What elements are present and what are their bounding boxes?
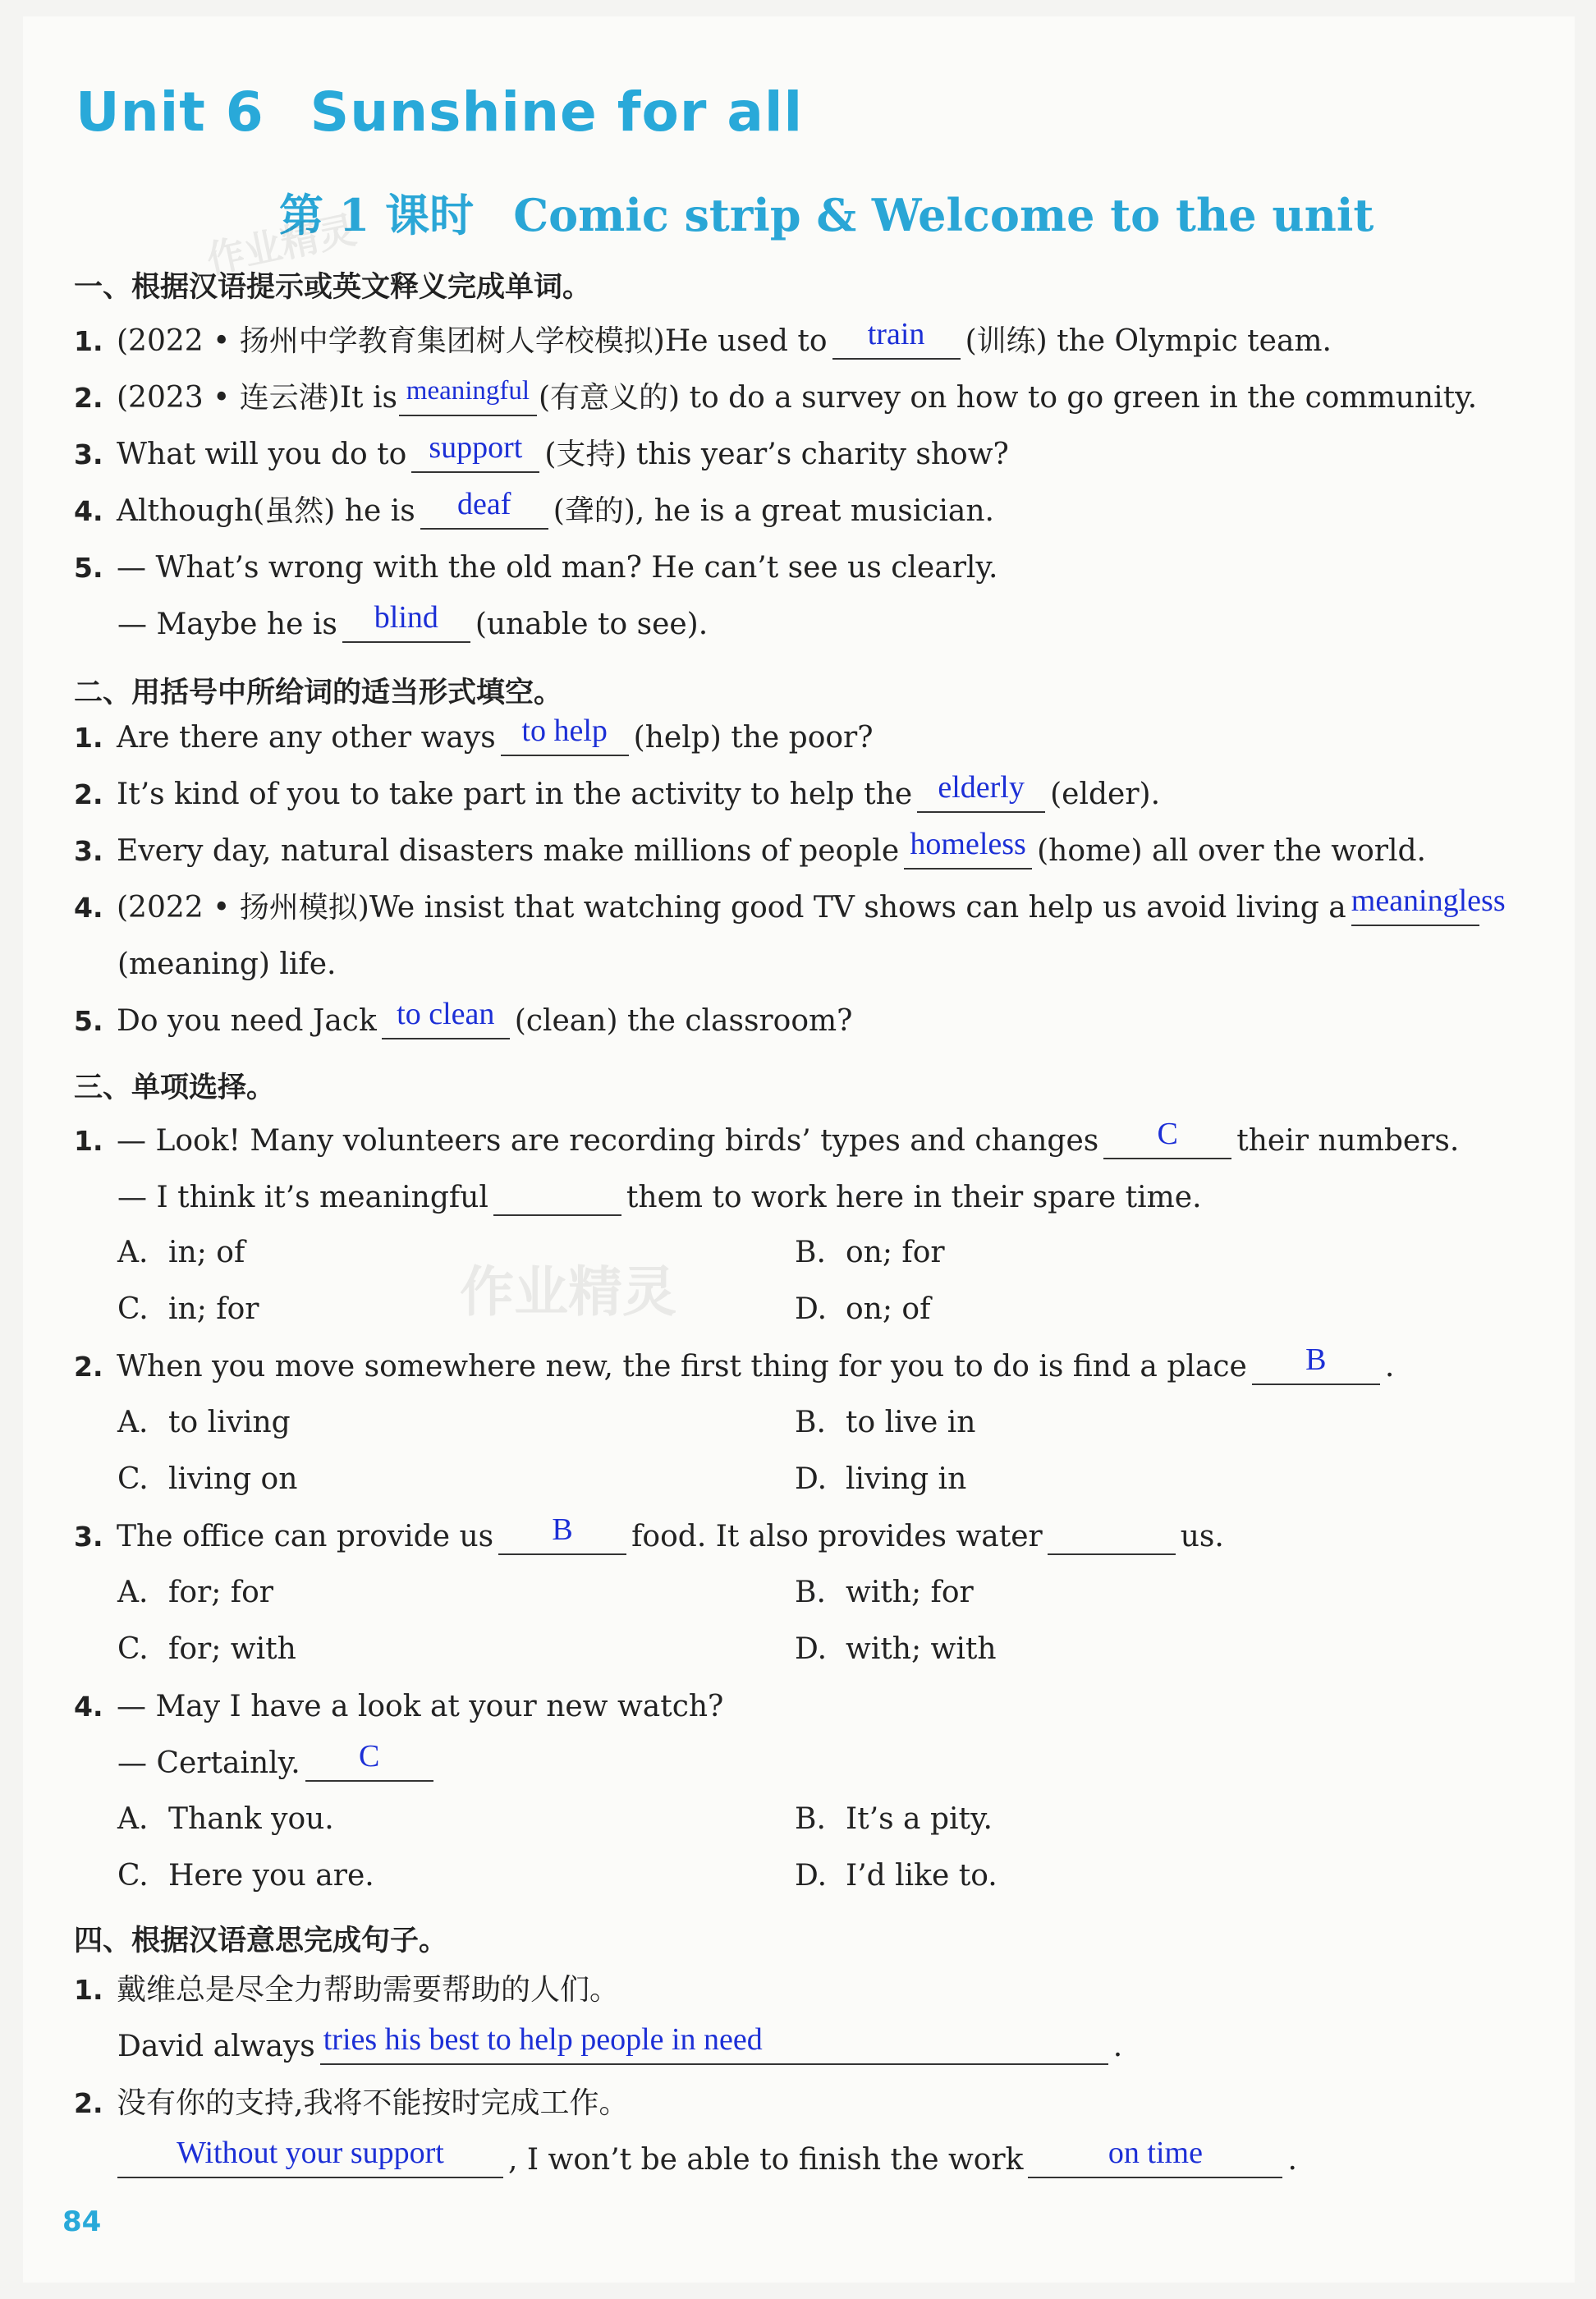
s3-q4-option-a: A. Thank you. (117, 1802, 334, 1836)
unit-title: Unit 6 Sunshine for all (76, 80, 804, 144)
section-2-heading: 二、用括号中所给词的适当形式填空。 (74, 677, 563, 709)
s3-q4-option-d: D. I’d like to. (795, 1859, 998, 1893)
s3-q1-option-a: A. in; of (117, 1236, 245, 1269)
s4-question-1-answer-line: David always tries his best to help people in need . (117, 2022, 1123, 2063)
s3-q2-option-b: B. to live in (795, 1406, 976, 1439)
watermark-center: 作业精灵 (460, 1260, 676, 1324)
s1-question-3: 3. What will you do to support (支持) this year’s charity show? (74, 430, 1009, 471)
s2-question-4-line2: (meaning) life. (117, 948, 337, 981)
answer: C (358, 1739, 380, 1774)
answer: B (1305, 1342, 1327, 1377)
s3-question-1-line1: 1. — Look! Many volunteers are recording birds’ types and changes C their numbers. (74, 1117, 1460, 1158)
s3-q3-option-d: D. with; with (795, 1632, 997, 1666)
answer: meaningful (406, 376, 530, 406)
s3-question-3: 3. The office can provide us B food. It also provides water us. (74, 1512, 1224, 1553)
s2-question-1: 1. Are there any other ways to help (help) the poor? (74, 714, 874, 755)
answer: B (552, 1512, 573, 1547)
answer: Without your support (177, 2136, 444, 2170)
page-number: 84 (62, 2205, 102, 2238)
answer: to help (521, 714, 608, 748)
s3-q3-option-c: C. for; with (117, 1632, 296, 1666)
s1-question-2: 2. (2023 • 连云港)It is meaningful (有意义的) to do a survey on how to go green in the community. (74, 376, 1478, 415)
answer: tries his best to help people in need (323, 2022, 763, 2057)
answer: train (867, 317, 925, 351)
lesson-title: 第 1 课时 Comic strip & Welcome to the unit (279, 189, 1374, 241)
s3-question-2: 2. When you move somewhere new, the first thing for you to do is find a place B . (74, 1342, 1395, 1384)
answer: support (429, 430, 523, 465)
s2-question-3: 3. Every day, natural disasters make millions of people homeless (home) all over the world. (74, 827, 1426, 868)
answer: homeless (910, 827, 1026, 861)
s3-q1-option-d: D. on; of (795, 1292, 931, 1326)
s3-q1-option-c: C. in; for (117, 1292, 259, 1326)
s3-q2-option-c: C. living on (117, 1462, 298, 1496)
s3-question-1-line2: — I think it’s meaningful them to work here in their spare time. (117, 1181, 1202, 1214)
s3-q2-option-d: D. living in (795, 1462, 967, 1496)
s3-question-4-line2: — Certainly. C (117, 1746, 438, 1782)
s1-question-1: 1. (2022 • 扬州中学教育集团树人学校模拟)He used to train (训练) the Olympic team. (74, 317, 1332, 358)
s3-q2-option-a: A. to living (117, 1406, 291, 1439)
watermark-small: 作业精灵 (203, 207, 360, 282)
s2-question-5: 5. Do you need Jack to clean (clean) the classroom? (74, 997, 853, 1038)
answer: to clean (397, 997, 495, 1031)
s3-q4-option-b: B. It’s a pity. (795, 1802, 993, 1836)
s1-question-4: 4. Although(虽然) he is deaf (聋的), he is a great musician. (74, 487, 994, 528)
s4-question-2-chinese: 2. 没有你的支持,我将不能按时完成工作。 (74, 2086, 629, 2120)
section-4-heading: 四、根据汉语意思完成句子。 (74, 1925, 448, 1957)
s1-question-5-line1: 5. — What’s wrong with the old man? He can’t see us clearly. (74, 551, 998, 585)
s3-question-4-line1: 4. — May I have a look at your new watch? (74, 1690, 724, 1723)
answer: meaningless (1351, 883, 1506, 918)
section-1-heading: 一、根据汉语提示或英文释义完成单词。 (74, 271, 592, 304)
answer: on time (1108, 2136, 1203, 2170)
s3-q3-option-a: A. for; for (117, 1576, 273, 1609)
s1-question-5-line2: — Maybe he is blind (unable to see). (117, 600, 709, 641)
answer: blind (374, 600, 438, 635)
answer: C (1157, 1117, 1178, 1151)
section-3-heading: 三、单项选择。 (74, 1071, 276, 1104)
answer: deaf (457, 487, 511, 521)
s3-q3-option-b: B. with; for (795, 1576, 974, 1609)
s3-q4-option-c: C. Here you are. (117, 1859, 374, 1893)
s4-question-2-answer-line: Without your support , I won’t be able to finish the work on time . (117, 2142, 1297, 2178)
s2-question-2: 2. It’s kind of you to take part in the activity to help the elderly (elder). (74, 770, 1161, 811)
s2-question-4: 4. (2022 • 扬州模拟)We insist that watching good TV shows can help us avoid living a meaningless (74, 883, 1506, 925)
s4-question-1-chinese: 1. 戴维总是尽全力帮助需要帮助的人们。 (74, 1973, 620, 2007)
s3-q1-option-b: B. on; for (795, 1236, 945, 1269)
answer: elderly (938, 770, 1025, 805)
